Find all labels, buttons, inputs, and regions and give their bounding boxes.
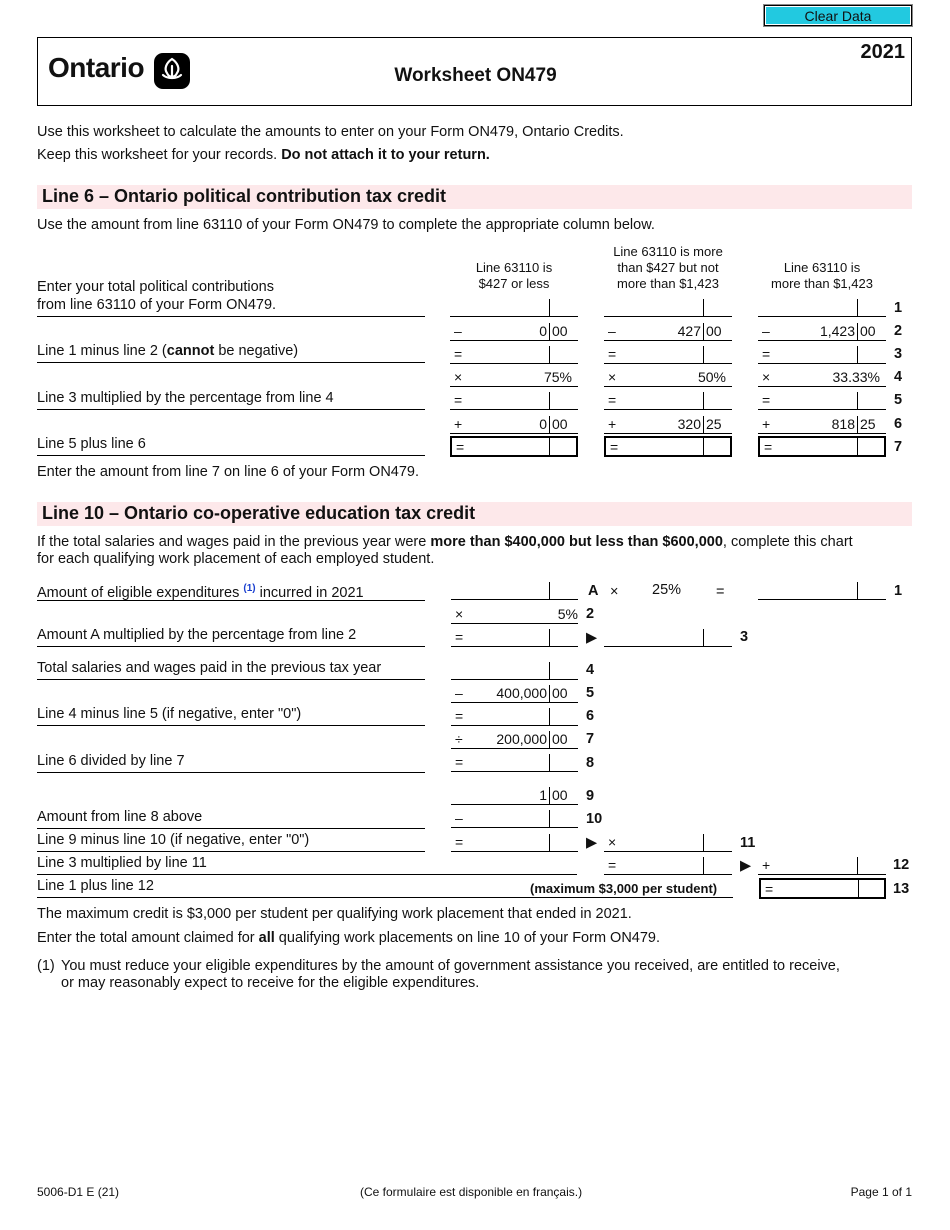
sec2-l13-input[interactable] (759, 878, 886, 899)
sec2-l11-label: Line 9 minus line 10 (if negative, enter "0") (37, 832, 310, 848)
sec2-note-2a: Enter the total amount claimed for (37, 930, 259, 946)
col3-line6 (758, 412, 886, 434)
col1-header-line: Line 63110 is (475, 260, 553, 275)
section-line-6-header (37, 185, 912, 209)
equals-sign: = (608, 857, 617, 873)
intro-line-2 (37, 146, 490, 164)
form-code: 5006-D1 E (21) (37, 1185, 120, 1199)
col1-line1-input[interactable] (450, 295, 578, 317)
col2-line2 (604, 319, 732, 341)
sec2-l9-cents: 00 (552, 787, 568, 803)
sec2-l12-input[interactable] (604, 853, 732, 875)
form-year: 2021 (860, 41, 905, 63)
equals-sign: = (454, 392, 463, 408)
sec2-l1-result-input[interactable] (758, 578, 886, 600)
col3-line3-input[interactable] (758, 342, 886, 364)
sec1-row1-rule (37, 316, 425, 317)
sec2-l3-label: Amount A multiplied by the percentage from line 2 (37, 627, 357, 643)
col2-line2-dollars: 427 (677, 323, 701, 339)
col2-header-line: more than $1,423 (617, 276, 719, 291)
col2-line2-cents: 00 (706, 323, 722, 339)
sec2-l11-input[interactable] (451, 830, 578, 852)
sec2-l10-input[interactable] (451, 806, 578, 828)
line-number: 5 (586, 685, 595, 701)
sec2-l13-rule (37, 897, 733, 898)
sec2-l7 (451, 727, 578, 749)
col3-line4-pct: 33.33% (832, 369, 880, 385)
line-number: 2 (894, 323, 903, 339)
col2-line6-dollars: 320 (677, 416, 701, 432)
sec2-l5-cents: 00 (552, 685, 568, 701)
sec1-row1-label-line: from line 63110 of your Form ON479. (37, 297, 277, 313)
col1-line6-dollars: 0 (539, 416, 547, 432)
sec2-l3-input[interactable] (451, 625, 578, 647)
minus-sign: – (454, 323, 462, 339)
sec2-intro-c: , complete this chart (722, 534, 853, 550)
line-number: 8 (586, 755, 595, 771)
line-number: 7 (586, 731, 595, 747)
sec2-l11-result-input[interactable] (604, 830, 732, 852)
sec1-row5-rule (37, 409, 425, 410)
sec1-row3-rule (37, 362, 425, 363)
equals-sign: = (455, 629, 464, 645)
line-number: 2 (586, 606, 595, 622)
line-number: 6 (586, 708, 595, 724)
footnote-ref[interactable]: (1) (243, 583, 256, 594)
col3-line2-cents: 00 (860, 323, 876, 339)
col3-line6-cents: 25 (860, 416, 876, 432)
sec2-l11-rule (37, 851, 425, 852)
plus-sign: + (454, 416, 463, 432)
sec2-note-2 (37, 929, 660, 947)
col1-line6-cents: 00 (552, 416, 568, 432)
line-number: 12 (893, 857, 910, 873)
line-number: 11 (740, 835, 756, 851)
footnote-line-1: You must reduce your eligible expenditures by the amount of government assistance you received, are entitled to receive, (61, 958, 840, 974)
sec2-note-1: The maximum credit is $3,000 per student per qualifying work placement that ended in 2021. (37, 906, 632, 922)
col2-header-line: Line 63110 is more (613, 244, 723, 259)
equals-sign: = (455, 834, 464, 850)
sec1-row7-rule (37, 455, 425, 456)
col1-header-line: $427 or less (478, 276, 550, 291)
minus-sign: – (455, 685, 463, 701)
plus-sign: + (608, 416, 617, 432)
sec2-l6-input[interactable] (451, 704, 578, 726)
arrow-right-icon: ▶ (586, 835, 598, 851)
section-line-6-title: Line 6 – Ontario political contribution tax credit (42, 186, 447, 206)
equals-sign: = (608, 392, 617, 408)
intro-line-2-text: Keep this worksheet for your records. (37, 147, 278, 163)
col2-line6-cents: 25 (706, 416, 722, 432)
line-number: 4 (894, 369, 903, 385)
times-sign: × (610, 584, 619, 600)
col3-line6-dollars: 818 (831, 416, 855, 432)
col2-line7-input[interactable] (604, 436, 732, 457)
sec1-after-note: Enter the amount from line 7 on line 6 of your Form ON479. (37, 464, 420, 480)
page-title: Worksheet ON479 (394, 65, 557, 86)
sec2-l8-rule (37, 772, 425, 773)
line-number: 4 (586, 662, 595, 678)
col3-header-line: Line 63110 is (783, 260, 861, 275)
col1-header (450, 260, 578, 292)
equals-sign: = (762, 346, 771, 362)
col2-header-line: than $427 but not (617, 260, 719, 275)
col1-line4-pct: 75% (543, 369, 572, 385)
plus-sign: + (762, 416, 771, 432)
divide-sign: ÷ (455, 731, 463, 747)
sec2-l5-dollars: 400,000 (496, 685, 547, 701)
footnote-number: (1) (37, 958, 55, 974)
sec1-instruction: Use the amount from line 63110 of your Form ON479 to complete the appropriate column below. (37, 217, 655, 233)
sec2-l13-max: (maximum $3,000 per student) (530, 881, 718, 896)
sec2-note-2c: qualifying work placements on line 10 of your Form ON479. (274, 930, 661, 946)
sec2-l7-dollars: 200,000 (496, 731, 547, 747)
sec2-l10-rule (37, 828, 425, 829)
sec2-l4-input[interactable] (451, 658, 578, 680)
col1-line3-input[interactable] (450, 342, 578, 364)
equals-sign: = (765, 881, 774, 897)
sec2-l7-cents: 00 (552, 731, 568, 747)
minus-sign: – (455, 810, 463, 826)
arrow-right-icon: ▶ (740, 858, 752, 874)
sec2-l1-label-a: Amount of eligible expenditures (37, 584, 244, 601)
line-letter-a: A (588, 583, 599, 599)
intro-line-1: Use this worksheet to calculate the amounts to enter on your Form ON479, Ontario Credits. (37, 124, 624, 140)
col1-line5-input[interactable] (450, 388, 578, 410)
header (37, 37, 912, 106)
minus-sign: – (608, 323, 616, 339)
line-number: 7 (894, 439, 903, 455)
times-sign: × (455, 606, 464, 622)
line-number: 9 (586, 788, 595, 804)
sec2-l1-rule (37, 600, 425, 601)
col3-line4 (758, 365, 886, 387)
section-line-10-title: Line 10 – Ontario co-operative education tax credit (42, 503, 476, 523)
col2-header (600, 244, 736, 292)
sec2-l10-label: Amount from line 8 above (37, 809, 203, 825)
sec1-row1-label (37, 278, 276, 314)
col3-header (756, 260, 888, 292)
times-sign: × (454, 369, 463, 385)
sec2-l1-input[interactable] (451, 578, 578, 600)
sec2-l4-label: Total salaries and wages paid in the previous tax year (37, 660, 382, 676)
times-sign: × (608, 834, 617, 850)
page-number: Page 1 of 1 (850, 1185, 912, 1199)
line-number: 3 (894, 346, 903, 362)
col1-line7-input[interactable] (450, 436, 578, 457)
col1-line4 (450, 365, 578, 387)
sec2-l8-input[interactable] (451, 750, 578, 772)
sec2-l3-rule (37, 646, 425, 647)
sec2-l6-rule (37, 725, 425, 726)
equals-sign: = (454, 346, 463, 362)
plus-sign: + (762, 857, 771, 873)
line-number: 13 (893, 881, 910, 897)
col1-line2-dollars: 0 (539, 323, 547, 339)
col2-line1-input[interactable] (604, 295, 732, 317)
clear-data-button[interactable]: Clear Data (764, 5, 912, 26)
col3-line2 (758, 319, 886, 341)
col2-line5-input[interactable] (604, 388, 732, 410)
equals-sign: = (762, 392, 771, 408)
line-number: 3 (740, 629, 749, 645)
col1-line2-cents: 00 (552, 323, 568, 339)
sec2-l9 (451, 783, 578, 805)
equals-sign: = (716, 584, 725, 600)
col2-line4-pct: 50% (697, 369, 726, 385)
sec2-l12-result-input[interactable] (758, 853, 886, 875)
sec2-l8-label: Line 6 divided by line 7 (37, 753, 185, 769)
col1-line2 (450, 319, 578, 341)
col2-line4 (604, 365, 732, 387)
sec2-l13-label: Line 1 plus line 12 (37, 878, 154, 894)
sec2-intro-line-2: for each qualifying work placement of each employed student. (37, 551, 435, 567)
sec1-row3-label (37, 342, 298, 360)
sec1-row3-label-b: cannot (166, 343, 215, 359)
sec2-l2-pct: 5% (557, 606, 578, 622)
times-sign: × (608, 369, 617, 385)
col2-line3-input[interactable] (604, 342, 732, 364)
line-number: 1 (894, 583, 903, 599)
sec2-l12-rule (37, 874, 577, 875)
ontario-logo-text: Ontario (48, 52, 145, 83)
equals-sign: = (455, 708, 464, 724)
sec2-l4-rule (37, 679, 425, 680)
sec2-l12-label: Line 3 multiplied by line 11 (37, 855, 207, 871)
line-number: 5 (894, 392, 903, 408)
col3-line7-input[interactable] (758, 436, 886, 457)
equals-sign: = (608, 346, 617, 362)
sec2-l5 (451, 681, 578, 703)
sec1-row3-label-a: Line 1 minus line 2 ( (37, 343, 167, 359)
sec2-l1-label-b: incurred in 2021 (255, 584, 364, 601)
sec1-row5-label: Line 3 multiplied by the percentage from line 4 (37, 390, 334, 406)
line-number: 1 (894, 300, 903, 316)
sec2-l3-result-input[interactable] (604, 625, 732, 647)
equals-sign: = (456, 439, 465, 455)
sec2-l9-dollars: 1 (539, 787, 547, 803)
sec2-l1-label (37, 580, 364, 602)
col3-line1-input[interactable] (758, 295, 886, 317)
arrow-right-icon: ▶ (586, 630, 598, 646)
line-number: 10 (586, 811, 603, 827)
sec2-intro-b: more than $400,000 but less than $600,000 (430, 534, 723, 550)
intro-line-2-bold: Do not attach it to your return. (281, 147, 490, 163)
times-sign: × (762, 369, 771, 385)
sec1-row1-label-line: Enter your total political contributions (37, 279, 274, 295)
col3-header-line: more than $1,423 (771, 276, 873, 291)
col1-line6 (450, 412, 578, 434)
equals-sign: = (455, 754, 464, 770)
minus-sign: – (762, 323, 770, 339)
sec1-row3-label-c: be negative) (214, 343, 299, 359)
sec2-note-2b: all (258, 930, 275, 946)
col2-line6 (604, 412, 732, 434)
col3-line5-input[interactable] (758, 388, 886, 410)
equals-sign: = (610, 439, 619, 455)
sec2-l2 (451, 602, 578, 624)
sec2-l6-label: Line 4 minus line 5 (if negative, enter "0") (37, 706, 302, 722)
sec1-row7-label: Line 5 plus line 6 (37, 436, 146, 452)
sec2-intro-line-1 (37, 533, 853, 551)
col3-line2-dollars: 1,423 (819, 323, 855, 339)
sec2-l1-pct: 25% (652, 582, 682, 598)
equals-sign: = (764, 439, 773, 455)
line-number: 6 (894, 416, 903, 432)
footnote-line-2: or may reasonably expect to receive for the eligible expenditures. (61, 975, 480, 991)
sec2-intro-a: If the total salaries and wages paid in the previous year were (37, 534, 431, 550)
section-line-10-header (37, 502, 912, 526)
french-availability: (Ce formulaire est disponible en français.) (360, 1185, 583, 1199)
